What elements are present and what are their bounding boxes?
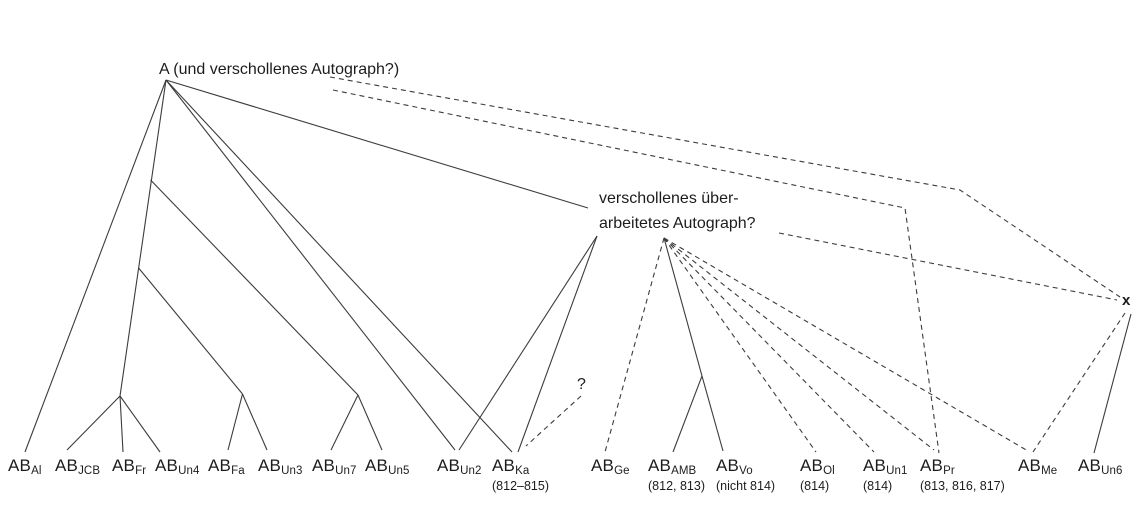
leaf-siglum: AB bbox=[920, 456, 944, 475]
leaf-siglum-subscript: Ol bbox=[823, 465, 835, 477]
leaf-annotation: (812, 813) bbox=[648, 479, 705, 493]
leaf-siglum: AB bbox=[365, 456, 389, 475]
edge-fan-Pr bbox=[664, 238, 934, 450]
leaf-siglum: AB bbox=[112, 456, 136, 475]
edge-middle-Un2 bbox=[459, 236, 597, 450]
edge-fork2-Un3 bbox=[243, 394, 268, 450]
leaf-siglum: AB bbox=[648, 456, 672, 475]
leaf-siglum-subscript: Me bbox=[1041, 465, 1058, 477]
middle-node-label-line2: arbeitetes Autograph? bbox=[599, 215, 756, 232]
leaf-label-Fr bbox=[112, 456, 146, 477]
edge-fork1-Fr bbox=[120, 396, 123, 452]
leaf-siglum: AB bbox=[1018, 456, 1042, 475]
edge-trunk-fork3 bbox=[151, 180, 358, 395]
leaf-label-Vo bbox=[716, 456, 775, 493]
edge-A-middle bbox=[166, 80, 588, 208]
leaf-label-Un3 bbox=[258, 456, 302, 477]
edge-middle-x bbox=[779, 233, 1117, 300]
leaf-label-Un2 bbox=[437, 456, 481, 477]
edge-fan-Un1 bbox=[664, 238, 874, 452]
leaf-label-Ka bbox=[492, 456, 549, 493]
leaf-annotation: (814) bbox=[800, 479, 830, 493]
leaf-label-AMB bbox=[648, 456, 705, 493]
leaf-annotation: (812–815) bbox=[492, 479, 549, 493]
edge-A-Ka bbox=[166, 80, 512, 452]
edge-fan-Ol bbox=[664, 238, 816, 452]
leaf-label-Al bbox=[8, 456, 42, 477]
leaf-label-Pr bbox=[920, 456, 1005, 493]
leaf-siglum-subscript: Un6 bbox=[1101, 465, 1123, 477]
leaf-siglum-subscript: AMB bbox=[671, 465, 697, 477]
edge-fork1-Un4 bbox=[120, 396, 160, 452]
edge-fan-Me bbox=[664, 238, 1028, 451]
leaf-annotation: (814) bbox=[863, 479, 893, 493]
edge-A-Pr bbox=[333, 90, 939, 453]
edge-x-Me bbox=[1033, 313, 1125, 452]
leaf-label-Un1 bbox=[863, 456, 907, 493]
leaf-siglum: AB bbox=[258, 456, 282, 475]
leaf-label-Un6 bbox=[1078, 456, 1122, 477]
edge-q-Ka bbox=[526, 396, 581, 446]
leaf-siglum: AB bbox=[155, 456, 179, 475]
leaf-label-Un7 bbox=[312, 456, 356, 477]
leaf-siglum-subscript: Un2 bbox=[460, 465, 482, 477]
leaf-siglum: AB bbox=[55, 456, 79, 475]
leaf-siglum-subscript: Un5 bbox=[388, 465, 410, 477]
leaf-siglum: AB bbox=[863, 456, 887, 475]
question-node-label: ? bbox=[577, 376, 586, 393]
leaf-siglum-subscript: Vo bbox=[739, 465, 753, 477]
leaf-label-Un4 bbox=[155, 456, 199, 477]
leaf-annotation: (813, 816, 817) bbox=[920, 479, 1005, 493]
leaf-label-Me bbox=[1018, 456, 1057, 477]
leaf-siglum-subscript: JCB bbox=[78, 465, 101, 477]
edge-A-fork1 bbox=[120, 80, 166, 396]
edge-fan-Ge bbox=[605, 238, 664, 452]
leaf-label-JCB bbox=[55, 456, 100, 477]
leaf-siglum-subscript: Fa bbox=[231, 465, 245, 477]
edge-fork3-Un5 bbox=[358, 395, 382, 450]
leaf-siglum-subscript: Ka bbox=[515, 465, 530, 477]
leaf-label-Ge bbox=[591, 456, 630, 477]
leaf-siglum-subscript: Un7 bbox=[335, 465, 357, 477]
edge-fork3-Un7 bbox=[331, 395, 358, 450]
edge-x-Un6 bbox=[1094, 314, 1131, 453]
leaf-annotation: (nicht 814) bbox=[716, 479, 776, 493]
leaf-siglum-subscript: Un3 bbox=[281, 465, 303, 477]
edge-A-Al bbox=[25, 80, 166, 452]
middle-node-label-line1: verschollenes über- bbox=[599, 190, 739, 207]
edge-fork1-JCB bbox=[67, 396, 120, 450]
leaf-siglum: AB bbox=[800, 456, 824, 475]
leaf-siglum: AB bbox=[312, 456, 336, 475]
edge-fan-AMBfork bbox=[664, 238, 702, 376]
leaf-siglum: AB bbox=[8, 456, 32, 475]
root-node-label: A (und verschollenes Autograph?) bbox=[159, 61, 400, 78]
leaf-siglum: AB bbox=[208, 456, 232, 475]
leaf-siglum-subscript: Un4 bbox=[178, 465, 200, 477]
leaf-siglum-subscript: Un1 bbox=[886, 465, 908, 477]
leaf-siglum-subscript: Fr bbox=[135, 465, 147, 477]
leaf-label-Fa bbox=[208, 456, 245, 477]
edge-AMBfork-Vo bbox=[702, 376, 723, 451]
leaf-siglum-subscript: Pr bbox=[943, 465, 955, 477]
leaf-siglum: AB bbox=[437, 456, 461, 475]
leaf-siglum: AB bbox=[1078, 456, 1102, 475]
leaf-siglum-subscript: Al bbox=[31, 465, 42, 477]
edge-AMBfork-AMB bbox=[673, 376, 702, 452]
x-node-label: x bbox=[1122, 292, 1131, 309]
edge-middle-Ka bbox=[518, 236, 597, 452]
leaf-siglum: AB bbox=[492, 456, 516, 475]
leaf-siglum: AB bbox=[591, 456, 615, 475]
middle-node-label bbox=[599, 186, 756, 236]
edge-fork2-Fa bbox=[228, 394, 243, 450]
leaf-label-Ol bbox=[800, 456, 835, 493]
leaf-siglum-subscript: Ge bbox=[614, 465, 630, 477]
edge-trunk-fork2 bbox=[139, 268, 243, 394]
leaf-siglum: AB bbox=[716, 456, 740, 475]
leaf-label-Un5 bbox=[365, 456, 409, 477]
edge-A-Un2 bbox=[166, 80, 455, 450]
